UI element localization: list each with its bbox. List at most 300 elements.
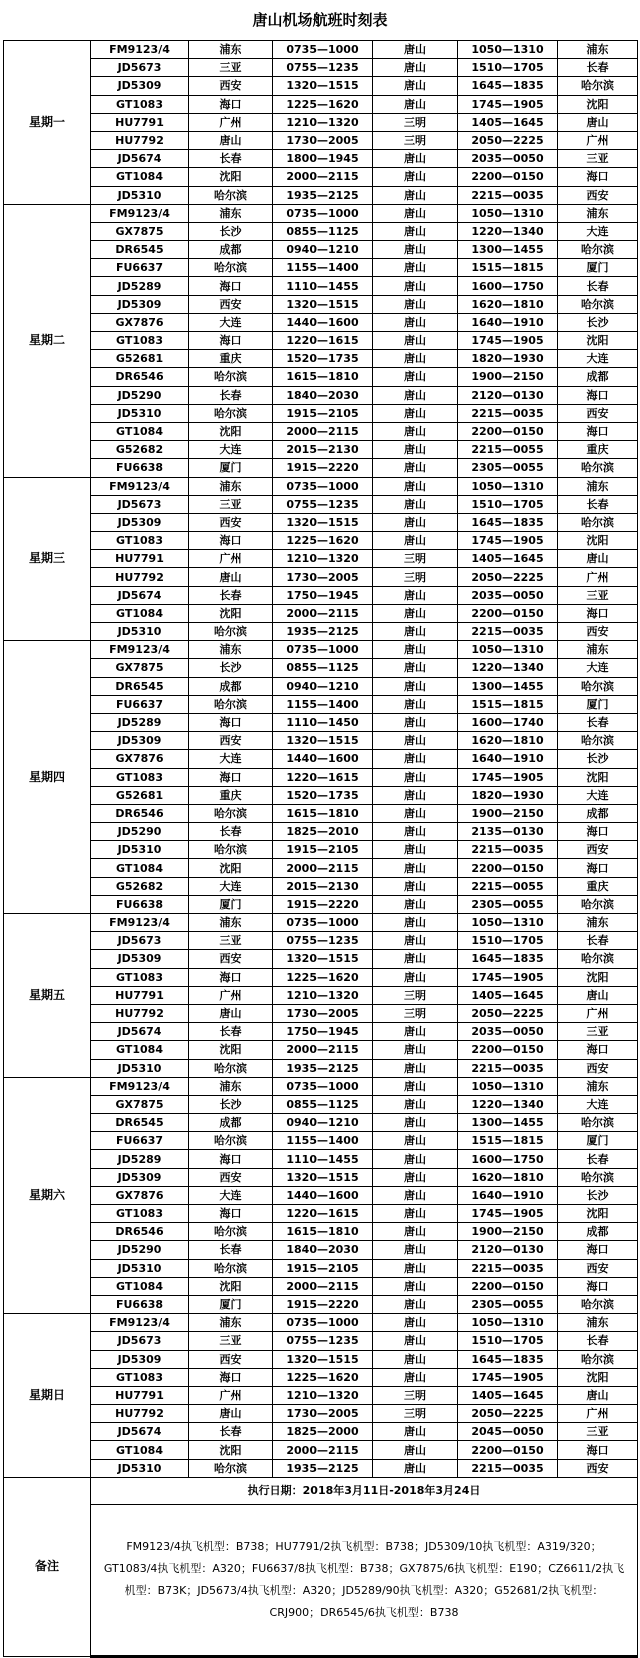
transit-airport-cell: 唐山	[373, 968, 458, 986]
transit-airport-cell: 唐山	[373, 877, 458, 895]
second-leg-time-cell: 1645—1835	[458, 77, 558, 95]
origin-cell: 三亚	[189, 932, 273, 950]
destination-cell: 三亚	[558, 150, 638, 168]
second-leg-time-cell: 1510—1705	[458, 932, 558, 950]
flight-number-cell: FM9123/4	[91, 41, 189, 59]
destination-cell: 成都	[558, 1223, 638, 1241]
second-leg-time-cell: 1745—1905	[458, 532, 558, 550]
transit-airport-cell: 唐山	[373, 368, 458, 386]
flight-row	[4, 986, 638, 1004]
flight-number-cell: JD5310	[91, 404, 189, 422]
first-leg-time-cell: 1935—2125	[273, 1459, 373, 1477]
origin-cell: 浦东	[189, 1314, 273, 1332]
flight-number-cell: FU6637	[91, 1132, 189, 1150]
first-leg-time-cell: 1615—1810	[273, 804, 373, 822]
flight-row	[4, 222, 638, 240]
destination-cell: 沈阳	[558, 1205, 638, 1223]
destination-cell: 长春	[558, 1332, 638, 1350]
transit-airport-cell: 唐山	[373, 222, 458, 240]
first-leg-time-cell: 0735—1000	[273, 204, 373, 222]
flight-row	[4, 277, 638, 295]
first-leg-time-cell: 1320—1515	[273, 1168, 373, 1186]
first-leg-time-cell: 1935—2125	[273, 623, 373, 641]
destination-cell: 长沙	[558, 1186, 638, 1204]
flight-number-cell: JD5289	[91, 713, 189, 731]
flight-number-cell: FM9123/4	[91, 1077, 189, 1095]
transit-airport-cell: 唐山	[373, 1095, 458, 1113]
flight-row	[4, 259, 638, 277]
flight-row	[4, 877, 638, 895]
first-leg-time-cell: 2000—2115	[273, 1041, 373, 1059]
origin-cell: 沈阳	[189, 1041, 273, 1059]
flight-row	[4, 1423, 638, 1441]
first-leg-time-cell: 1840—2030	[273, 1241, 373, 1259]
origin-cell: 西安	[189, 295, 273, 313]
origin-cell: 海口	[189, 1205, 273, 1223]
flight-row	[4, 1023, 638, 1041]
origin-cell: 哈尔滨	[189, 186, 273, 204]
flight-number-cell: JD5290	[91, 823, 189, 841]
first-leg-time-cell: 0940—1210	[273, 677, 373, 695]
flight-number-cell: GT1083	[91, 95, 189, 113]
flight-row	[4, 241, 638, 259]
first-leg-time-cell: 1225—1620	[273, 532, 373, 550]
origin-cell: 海口	[189, 1150, 273, 1168]
flight-row	[4, 713, 638, 731]
transit-airport-cell: 唐山	[373, 859, 458, 877]
destination-cell: 海口	[558, 386, 638, 404]
origin-cell: 海口	[189, 968, 273, 986]
flight-row	[4, 1368, 638, 1386]
flight-number-cell: FM9123/4	[91, 1314, 189, 1332]
transit-airport-cell: 唐山	[373, 277, 458, 295]
destination-cell: 唐山	[558, 113, 638, 131]
flight-row	[4, 1295, 638, 1313]
second-leg-time-cell: 2215—0035	[458, 1459, 558, 1477]
flight-row	[4, 1168, 638, 1186]
flight-number-cell: JD5289	[91, 277, 189, 295]
destination-cell: 大连	[558, 350, 638, 368]
transit-airport-cell: 唐山	[373, 1314, 458, 1332]
flight-row	[4, 1114, 638, 1132]
flight-number-cell: GT1084	[91, 168, 189, 186]
flight-number-cell: GT1084	[91, 1041, 189, 1059]
flight-number-cell: GX7876	[91, 750, 189, 768]
first-leg-time-cell: 1220—1615	[273, 768, 373, 786]
transit-airport-cell: 唐山	[373, 750, 458, 768]
second-leg-time-cell: 1645—1835	[458, 1350, 558, 1368]
second-leg-time-cell: 1515—1815	[458, 1132, 558, 1150]
first-leg-time-cell: 1440—1600	[273, 750, 373, 768]
first-leg-time-cell: 0735—1000	[273, 641, 373, 659]
origin-cell: 哈尔滨	[189, 695, 273, 713]
flight-row	[4, 914, 638, 932]
first-leg-time-cell: 1110—1455	[273, 1150, 373, 1168]
origin-cell: 厦门	[189, 1295, 273, 1313]
destination-cell: 厦门	[558, 259, 638, 277]
transit-airport-cell: 唐山	[373, 1295, 458, 1313]
transit-airport-cell: 唐山	[373, 604, 458, 622]
flight-row	[4, 422, 638, 440]
first-leg-time-cell: 1615—1810	[273, 1223, 373, 1241]
flight-number-cell: JD5674	[91, 1423, 189, 1441]
transit-airport-cell: 唐山	[373, 1077, 458, 1095]
second-leg-time-cell: 2050—2225	[458, 568, 558, 586]
transit-airport-cell: 唐山	[373, 914, 458, 932]
origin-cell: 唐山	[189, 1405, 273, 1423]
flight-number-cell: HU7791	[91, 113, 189, 131]
destination-cell: 浦东	[558, 41, 638, 59]
transit-airport-cell: 唐山	[373, 59, 458, 77]
destination-cell: 成都	[558, 804, 638, 822]
flight-number-cell: JD5310	[91, 841, 189, 859]
first-leg-time-cell: 1110—1455	[273, 277, 373, 295]
origin-cell: 沈阳	[189, 604, 273, 622]
destination-cell: 海口	[558, 1041, 638, 1059]
transit-airport-cell: 唐山	[373, 1041, 458, 1059]
origin-cell: 浦东	[189, 204, 273, 222]
flight-row	[4, 1441, 638, 1459]
destination-cell: 三亚	[558, 586, 638, 604]
second-leg-time-cell: 1220—1340	[458, 222, 558, 240]
destination-cell: 西安	[558, 1259, 638, 1277]
first-leg-time-cell: 1825—2010	[273, 823, 373, 841]
first-leg-time-cell: 1730—2005	[273, 1405, 373, 1423]
origin-cell: 哈尔滨	[189, 1259, 273, 1277]
transit-airport-cell: 唐山	[373, 1350, 458, 1368]
destination-cell: 海口	[558, 604, 638, 622]
flight-row	[4, 513, 638, 531]
destination-cell: 哈尔滨	[558, 1350, 638, 1368]
flight-row	[4, 568, 638, 586]
destination-cell: 哈尔滨	[558, 295, 638, 313]
flight-row	[4, 1241, 638, 1259]
destination-cell: 西安	[558, 1459, 638, 1477]
first-leg-time-cell: 0855—1125	[273, 659, 373, 677]
transit-airport-cell: 唐山	[373, 1459, 458, 1477]
origin-cell: 哈尔滨	[189, 1132, 273, 1150]
transit-airport-cell: 唐山	[373, 41, 458, 59]
flight-row	[4, 1277, 638, 1295]
second-leg-time-cell: 2200—0150	[458, 1277, 558, 1295]
flight-row	[4, 368, 638, 386]
transit-airport-cell: 三明	[373, 1004, 458, 1022]
first-leg-time-cell: 2000—2115	[273, 604, 373, 622]
destination-cell: 长春	[558, 495, 638, 513]
destination-cell: 大连	[558, 786, 638, 804]
destination-cell: 哈尔滨	[558, 1295, 638, 1313]
second-leg-time-cell: 1645—1835	[458, 950, 558, 968]
flight-row	[4, 1132, 638, 1150]
transit-airport-cell: 唐山	[373, 804, 458, 822]
flight-row	[4, 1223, 638, 1241]
transit-airport-cell: 唐山	[373, 313, 458, 331]
day-label: 星期五	[4, 914, 91, 1078]
second-leg-time-cell: 1510—1705	[458, 59, 558, 77]
flight-number-cell: FU6638	[91, 1295, 189, 1313]
first-leg-time-cell: 1320—1515	[273, 732, 373, 750]
transit-airport-cell: 唐山	[373, 641, 458, 659]
origin-cell: 广州	[189, 1386, 273, 1404]
second-leg-time-cell: 2200—0150	[458, 859, 558, 877]
second-leg-time-cell: 2200—0150	[458, 1041, 558, 1059]
origin-cell: 西安	[189, 950, 273, 968]
first-leg-time-cell: 1220—1615	[273, 1205, 373, 1223]
second-leg-time-cell: 2200—0150	[458, 604, 558, 622]
destination-cell: 西安	[558, 404, 638, 422]
second-leg-time-cell: 1640—1910	[458, 1186, 558, 1204]
flight-row	[4, 1314, 638, 1332]
first-leg-time-cell: 1320—1515	[273, 1350, 373, 1368]
flight-number-cell: JD5673	[91, 495, 189, 513]
transit-airport-cell: 唐山	[373, 1059, 458, 1077]
origin-cell: 长沙	[189, 222, 273, 240]
first-leg-time-cell: 1220—1615	[273, 332, 373, 350]
first-leg-time-cell: 2015—2130	[273, 441, 373, 459]
second-leg-time-cell: 2035—0050	[458, 586, 558, 604]
second-leg-time-cell: 1405—1645	[458, 550, 558, 568]
second-leg-time-cell: 1620—1810	[458, 732, 558, 750]
transit-airport-cell: 唐山	[373, 295, 458, 313]
flight-number-cell: JD5309	[91, 1350, 189, 1368]
first-leg-time-cell: 0755—1235	[273, 932, 373, 950]
flight-number-cell: FM9123/4	[91, 641, 189, 659]
origin-cell: 西安	[189, 732, 273, 750]
destination-cell: 哈尔滨	[558, 513, 638, 531]
flight-number-cell: JD5310	[91, 1459, 189, 1477]
destination-cell: 长春	[558, 932, 638, 950]
destination-cell: 哈尔滨	[558, 895, 638, 913]
flight-row	[4, 495, 638, 513]
flight-row	[4, 95, 638, 113]
flight-row	[4, 1405, 638, 1423]
destination-cell: 哈尔滨	[558, 1114, 638, 1132]
origin-cell: 哈尔滨	[189, 259, 273, 277]
flight-row	[4, 1041, 638, 1059]
origin-cell: 沈阳	[189, 859, 273, 877]
origin-cell: 长春	[189, 1423, 273, 1441]
flight-number-cell: DR6545	[91, 1114, 189, 1132]
origin-cell: 长春	[189, 150, 273, 168]
transit-airport-cell: 唐山	[373, 532, 458, 550]
remarks-row	[4, 1504, 638, 1656]
destination-cell: 大连	[558, 222, 638, 240]
flight-row	[4, 332, 638, 350]
origin-cell: 长沙	[189, 1095, 273, 1113]
destination-cell: 长春	[558, 1150, 638, 1168]
destination-cell: 海口	[558, 1277, 638, 1295]
transit-airport-cell: 三明	[373, 1386, 458, 1404]
second-leg-time-cell: 1405—1645	[458, 986, 558, 1004]
flight-number-cell: GT1083	[91, 332, 189, 350]
origin-cell: 西安	[189, 77, 273, 95]
second-leg-time-cell: 2120—0130	[458, 386, 558, 404]
first-leg-time-cell: 2000—2115	[273, 422, 373, 440]
flight-number-cell: DR6546	[91, 368, 189, 386]
destination-cell: 海口	[558, 168, 638, 186]
transit-airport-cell: 唐山	[373, 1277, 458, 1295]
first-leg-time-cell: 0735—1000	[273, 914, 373, 932]
destination-cell: 沈阳	[558, 95, 638, 113]
flight-row	[4, 532, 638, 550]
origin-cell: 海口	[189, 332, 273, 350]
first-leg-time-cell: 0755—1235	[273, 59, 373, 77]
transit-airport-cell: 唐山	[373, 659, 458, 677]
transit-airport-cell: 唐山	[373, 932, 458, 950]
first-leg-time-cell: 1210—1320	[273, 550, 373, 568]
flight-row	[4, 841, 638, 859]
transit-airport-cell: 唐山	[373, 1241, 458, 1259]
flight-row	[4, 750, 638, 768]
transit-airport-cell: 唐山	[373, 404, 458, 422]
flight-number-cell: GX7875	[91, 659, 189, 677]
origin-cell: 三亚	[189, 1332, 273, 1350]
second-leg-time-cell: 1745—1905	[458, 968, 558, 986]
first-leg-time-cell: 1730—2005	[273, 131, 373, 149]
first-leg-time-cell: 1615—1810	[273, 368, 373, 386]
origin-cell: 哈尔滨	[189, 841, 273, 859]
first-leg-time-cell: 1935—2125	[273, 186, 373, 204]
flight-row	[4, 150, 638, 168]
destination-cell: 西安	[558, 841, 638, 859]
flight-row	[4, 113, 638, 131]
first-leg-time-cell: 1730—2005	[273, 1004, 373, 1022]
origin-cell: 哈尔滨	[189, 623, 273, 641]
second-leg-time-cell: 1050—1310	[458, 641, 558, 659]
destination-cell: 哈尔滨	[558, 1168, 638, 1186]
flight-number-cell: G52681	[91, 786, 189, 804]
destination-cell: 长春	[558, 277, 638, 295]
flight-number-cell: GT1083	[91, 968, 189, 986]
origin-cell: 长沙	[189, 659, 273, 677]
flight-number-cell: FM9123/4	[91, 477, 189, 495]
day-label: 星期一	[4, 41, 91, 205]
flight-row	[4, 59, 638, 77]
transit-airport-cell: 唐山	[373, 441, 458, 459]
flight-number-cell: GT1084	[91, 604, 189, 622]
destination-cell: 成都	[558, 368, 638, 386]
transit-airport-cell: 唐山	[373, 168, 458, 186]
origin-cell: 成都	[189, 1114, 273, 1132]
schedule-body	[4, 41, 638, 1657]
second-leg-time-cell: 1300—1455	[458, 677, 558, 695]
flight-row	[4, 1004, 638, 1022]
destination-cell: 广州	[558, 1405, 638, 1423]
destination-cell: 重庆	[558, 441, 638, 459]
destination-cell: 长春	[558, 59, 638, 77]
origin-cell: 唐山	[189, 568, 273, 586]
flight-number-cell: HU7791	[91, 550, 189, 568]
first-leg-time-cell: 1915—2105	[273, 841, 373, 859]
destination-cell: 唐山	[558, 1386, 638, 1404]
flight-number-cell: JD5309	[91, 1168, 189, 1186]
day-label: 星期四	[4, 641, 91, 914]
origin-cell: 哈尔滨	[189, 1459, 273, 1477]
origin-cell: 海口	[189, 532, 273, 550]
origin-cell: 西安	[189, 513, 273, 531]
flight-row	[4, 77, 638, 95]
flight-row	[4, 168, 638, 186]
flight-row	[4, 623, 638, 641]
destination-cell: 海口	[558, 1241, 638, 1259]
flight-row	[4, 659, 638, 677]
transit-airport-cell: 唐山	[373, 1223, 458, 1241]
second-leg-time-cell: 1300—1455	[458, 1114, 558, 1132]
flight-number-cell: GT1083	[91, 768, 189, 786]
destination-cell: 长春	[558, 713, 638, 731]
flight-row	[4, 1459, 638, 1477]
second-leg-time-cell: 1900—2150	[458, 368, 558, 386]
second-leg-time-cell: 2215—0035	[458, 623, 558, 641]
second-leg-time-cell: 2215—0035	[458, 841, 558, 859]
transit-airport-cell: 唐山	[373, 950, 458, 968]
flight-number-cell: HU7792	[91, 1004, 189, 1022]
flight-number-cell: JD5673	[91, 59, 189, 77]
flight-row	[4, 131, 638, 149]
transit-airport-cell: 唐山	[373, 1114, 458, 1132]
second-leg-time-cell: 1050—1310	[458, 1314, 558, 1332]
second-leg-time-cell: 2215—0035	[458, 1059, 558, 1077]
origin-cell: 重庆	[189, 786, 273, 804]
origin-cell: 哈尔滨	[189, 404, 273, 422]
flight-row	[4, 1386, 638, 1404]
flight-row	[4, 859, 638, 877]
first-leg-time-cell: 0855—1125	[273, 1095, 373, 1113]
flight-row	[4, 586, 638, 604]
origin-cell: 广州	[189, 550, 273, 568]
second-leg-time-cell: 1510—1705	[458, 495, 558, 513]
flight-number-cell: HU7792	[91, 131, 189, 149]
second-leg-time-cell: 1220—1340	[458, 1095, 558, 1113]
second-leg-time-cell: 1050—1310	[458, 914, 558, 932]
origin-cell: 厦门	[189, 895, 273, 913]
flight-number-cell: GT1084	[91, 859, 189, 877]
first-leg-time-cell: 1210—1320	[273, 113, 373, 131]
second-leg-time-cell: 1405—1645	[458, 1386, 558, 1404]
destination-cell: 重庆	[558, 877, 638, 895]
destination-cell: 三亚	[558, 1023, 638, 1041]
flight-row	[4, 477, 638, 495]
destination-cell: 浦东	[558, 641, 638, 659]
origin-cell: 长春	[189, 386, 273, 404]
destination-cell: 唐山	[558, 986, 638, 1004]
origin-cell: 广州	[189, 113, 273, 131]
flight-number-cell: JD5309	[91, 950, 189, 968]
first-leg-time-cell: 1915—2105	[273, 404, 373, 422]
destination-cell: 大连	[558, 1095, 638, 1113]
destination-cell: 浦东	[558, 1314, 638, 1332]
second-leg-time-cell: 1050—1310	[458, 1077, 558, 1095]
flight-row	[4, 1059, 638, 1077]
second-leg-time-cell: 2215—0035	[458, 404, 558, 422]
flight-row	[4, 350, 638, 368]
second-leg-time-cell: 2135—0130	[458, 823, 558, 841]
flight-row	[4, 968, 638, 986]
destination-cell: 沈阳	[558, 1368, 638, 1386]
flight-number-cell: JD5310	[91, 1059, 189, 1077]
transit-airport-cell: 唐山	[373, 841, 458, 859]
origin-cell: 长春	[189, 1241, 273, 1259]
first-leg-time-cell: 1750—1945	[273, 586, 373, 604]
transit-airport-cell: 唐山	[373, 1423, 458, 1441]
first-leg-time-cell: 1440—1600	[273, 313, 373, 331]
second-leg-time-cell: 2215—0055	[458, 441, 558, 459]
second-leg-time-cell: 1820—1930	[458, 350, 558, 368]
first-leg-time-cell: 1225—1620	[273, 968, 373, 986]
transit-airport-cell: 三明	[373, 113, 458, 131]
flight-number-cell: FM9123/4	[91, 914, 189, 932]
flight-number-cell: GT1084	[91, 422, 189, 440]
